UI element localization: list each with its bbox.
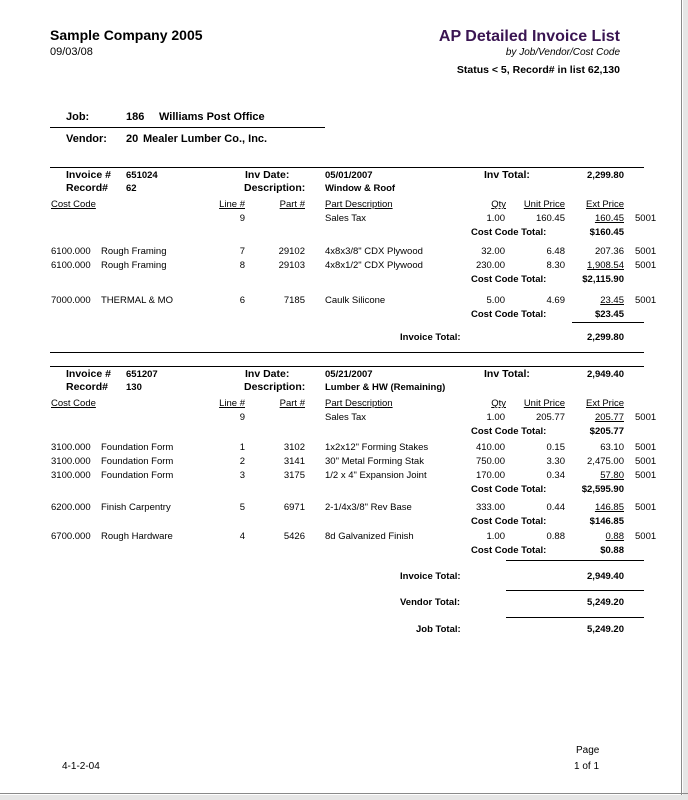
line-unit-price: 160.45 [535,213,565,224]
line-account: 5001 [635,470,657,481]
invoice-number-label: Invoice # [66,169,111,181]
line-qty: 333.00 [475,502,505,513]
col-header-cost-code: Cost Code [51,199,96,210]
job-label: Job: [66,111,90,123]
inv-total-label: Inv Total: [484,169,530,181]
line-number: 3 [239,470,245,481]
inv-total-value: 2,949.40 [587,369,624,380]
line-cost-code: 6700.000 [51,531,91,542]
vendor-total-value: 5,249.20 [587,597,624,608]
page-shadow-bottom [0,795,688,800]
col-header-unit-price: Unit Price [523,199,565,210]
col-header-qty: Qty [491,199,506,210]
line-part-number: 3102 [283,442,305,453]
line-part-description: 30" Metal Forming Stak [325,456,424,467]
col-header-part-desc: Part Description [325,199,393,210]
line-cost-code-desc: Rough Framing [101,246,167,257]
line-qty: 32.00 [481,246,505,257]
report-title: AP Detailed Invoice List [438,28,620,45]
cost-code-total-value: $205.77 [589,426,624,437]
invoice-number: 651024 [126,170,158,181]
inv-date: 05/01/2007 [325,170,373,181]
cost-code-total-value: $23.45 [594,309,624,320]
line-unit-price: 0.88 [546,531,565,542]
cost-code-total-label: Cost Code Total: [471,516,547,527]
line-number: 4 [239,531,245,542]
vendor-number: 20 [126,133,139,145]
line-account: 5001 [635,295,657,306]
report-filter: Status < 5, Record# in list 62,130 [456,64,620,76]
line-part-number: 29102 [278,246,305,257]
line-unit-price: 205.77 [535,412,565,423]
cost-code-total-label: Cost Code Total: [471,309,547,320]
line-account: 5001 [635,246,657,257]
cost-code-total-value: $146.85 [589,516,624,527]
invoice-total-rule [572,322,644,323]
line-ext-price: 57.80 [600,470,624,481]
line-ext-price: 0.88 [605,531,624,542]
inv-date: 05/21/2007 [325,369,373,380]
job-underline [50,127,325,128]
record-number-label: Record# [66,381,109,393]
col-header-ext-price: Ext Price [585,199,624,210]
inv-total-value: 2,299.80 [587,170,624,181]
job-number: 186 [126,111,145,123]
line-part-description: 1x2x12" Forming Stakes [325,442,429,453]
line-part-number: 6971 [283,502,305,513]
line-number: 5 [239,502,245,513]
line-qty: 230.00 [475,260,505,271]
line-part-number: 3141 [283,456,305,467]
line-number: 7 [239,246,245,257]
line-unit-price: 0.34 [546,470,565,481]
footer-page-label: Page [576,745,600,756]
line-unit-price: 6.48 [546,246,565,257]
line-cost-code: 3100.000 [51,470,91,481]
description-label: Description: [244,381,306,393]
line-part-description: 4x8x1/2" CDX Plywood [325,260,423,271]
line-part-description: 2-1/4x3/8" Rev Base [325,502,412,513]
record-number: 130 [126,382,142,393]
cost-code-total-label: Cost Code Total: [471,227,547,238]
cost-code-total-value: $2,115.90 [582,274,624,285]
line-number: 2 [239,456,245,467]
inv-date-label: Inv Date: [245,169,290,181]
invoice-description: Window & Roof [325,183,396,194]
col-header-ext-price: Ext Price [585,398,624,409]
footer-page-value: 1 of 1 [574,761,600,772]
line-ext-price: 2,475.00 [587,456,624,467]
line-cost-code: 3100.000 [51,442,91,453]
col-header-line-no: Line # [219,199,245,210]
invoice-top-rule [50,366,644,367]
line-cost-code-desc: Foundation Form [101,470,174,481]
line-account: 5001 [635,260,657,271]
vendor-total-label: Vendor Total: [400,597,460,608]
page-border-bottom [0,793,688,794]
line-unit-price: 0.44 [546,502,565,513]
record-number: 62 [126,183,137,194]
line-qty: 170.00 [475,470,505,481]
line-part-description: 4x8x3/8" CDX Plywood [325,246,423,257]
record-number-label: Record# [66,182,109,194]
report-subtitle: by Job/Vendor/Cost Code [505,47,620,58]
line-ext-price: 160.45 [594,213,624,224]
line-cost-code-desc: Finish Carpentry [101,502,171,513]
line-account: 5001 [635,213,657,224]
cost-code-total-value: $2,595.90 [581,484,624,495]
cost-code-total-label: Cost Code Total: [471,545,547,556]
line-part-description: Sales Tax [325,412,367,423]
line-number: 9 [239,412,245,423]
line-account: 5001 [635,456,657,467]
cost-code-total-label: Cost Code Total: [471,274,547,285]
line-number: 9 [239,213,245,224]
line-part-number: 3175 [283,470,305,481]
job-total-label: Job Total: [416,624,461,635]
line-cost-code: 6100.000 [51,260,91,271]
col-header-unit-price: Unit Price [523,398,565,409]
line-qty: 5.00 [486,295,505,306]
line-account: 5001 [635,412,657,423]
invoice-number: 651207 [126,369,158,380]
line-ext-price: 23.45 [600,295,624,306]
line-part-number: 7185 [283,295,305,306]
line-cost-code-desc: THERMAL & MO [101,295,173,306]
vendor-label: Vendor: [66,133,107,145]
line-cost-code-desc: Rough Hardware [101,531,173,542]
line-part-description: 1/2 x 4" Expansion Joint [325,470,427,481]
line-cost-code: 3100.000 [51,456,91,467]
job-name: Williams Post Office [159,111,265,123]
description-label: Description: [244,182,306,194]
line-cost-code: 7000.000 [51,295,91,306]
invoice-top-rule [50,167,644,168]
line-qty: 1.00 [486,531,505,542]
invoice-total-rule [506,560,644,561]
vendor-name: Mealer Lumber Co., Inc. [143,133,268,145]
col-header-part-no: Part # [279,199,305,210]
line-cost-code: 6200.000 [51,502,91,513]
line-cost-code: 6100.000 [51,246,91,257]
line-number: 8 [239,260,245,271]
line-ext-price: 205.77 [594,412,624,423]
invoice-total-label: Invoice Total: [400,571,461,582]
col-header-line-no: Line # [219,398,245,409]
report-date: 09/03/08 [50,46,93,58]
line-cost-code-desc: Foundation Form [101,456,174,467]
line-unit-price: 4.69 [546,295,565,306]
line-unit-price: 3.30 [546,456,565,467]
invoice-description: Lumber & HW (Remaining) [325,382,446,393]
cost-code-total-value: $160.45 [589,227,624,238]
company-name: Sample Company 2005 [50,27,203,43]
footer-code: 4-1-2-04 [62,761,100,772]
line-number: 6 [239,295,245,306]
col-header-part-no: Part # [279,398,305,409]
line-qty: 410.00 [475,442,505,453]
col-header-cost-code: Cost Code [51,398,96,409]
job-total-rule [506,617,644,618]
cost-code-total-label: Cost Code Total: [471,426,547,437]
line-ext-price: 1,908.54 [587,260,624,271]
line-ext-price: 146.85 [594,502,624,513]
invoice-total-value: 2,299.80 [587,332,624,343]
inv-total-label: Inv Total: [484,368,530,380]
line-qty: 1.00 [486,412,505,423]
col-header-part-desc: Part Description [325,398,393,409]
inv-date-label: Inv Date: [245,368,290,380]
line-cost-code-desc: Foundation Form [101,442,174,453]
cost-code-total-value: $0.88 [600,545,624,556]
line-number: 1 [239,442,245,453]
line-account: 5001 [635,442,657,453]
line-part-number: 29103 [278,260,305,271]
invoice-number-label: Invoice # [66,368,111,380]
line-part-description: Sales Tax [325,213,367,224]
line-ext-price: 63.10 [600,442,624,453]
col-header-qty: Qty [491,398,506,409]
line-qty: 750.00 [475,456,505,467]
job-total-value: 5,249.20 [587,624,624,635]
line-part-description: 8d Galvanized Finish [325,531,414,542]
line-part-number: 5426 [283,531,305,542]
cost-code-total-label: Cost Code Total: [471,484,547,495]
page-shadow-right [683,0,688,800]
line-unit-price: 8.30 [546,260,565,271]
line-ext-price: 207.36 [594,246,624,257]
line-cost-code-desc: Rough Framing [101,260,167,271]
invoice-total-value: 2,949.40 [587,571,624,582]
page-border-right [681,0,682,800]
line-unit-price: 0.15 [546,442,565,453]
vendor-total-rule [506,590,644,591]
invoice-separator-rule [50,352,644,353]
line-qty: 1.00 [486,213,505,224]
line-part-description: Caulk Silicone [325,295,386,306]
invoice-total-label: Invoice Total: [400,332,461,343]
line-account: 5001 [635,502,657,513]
line-account: 5001 [635,531,657,542]
